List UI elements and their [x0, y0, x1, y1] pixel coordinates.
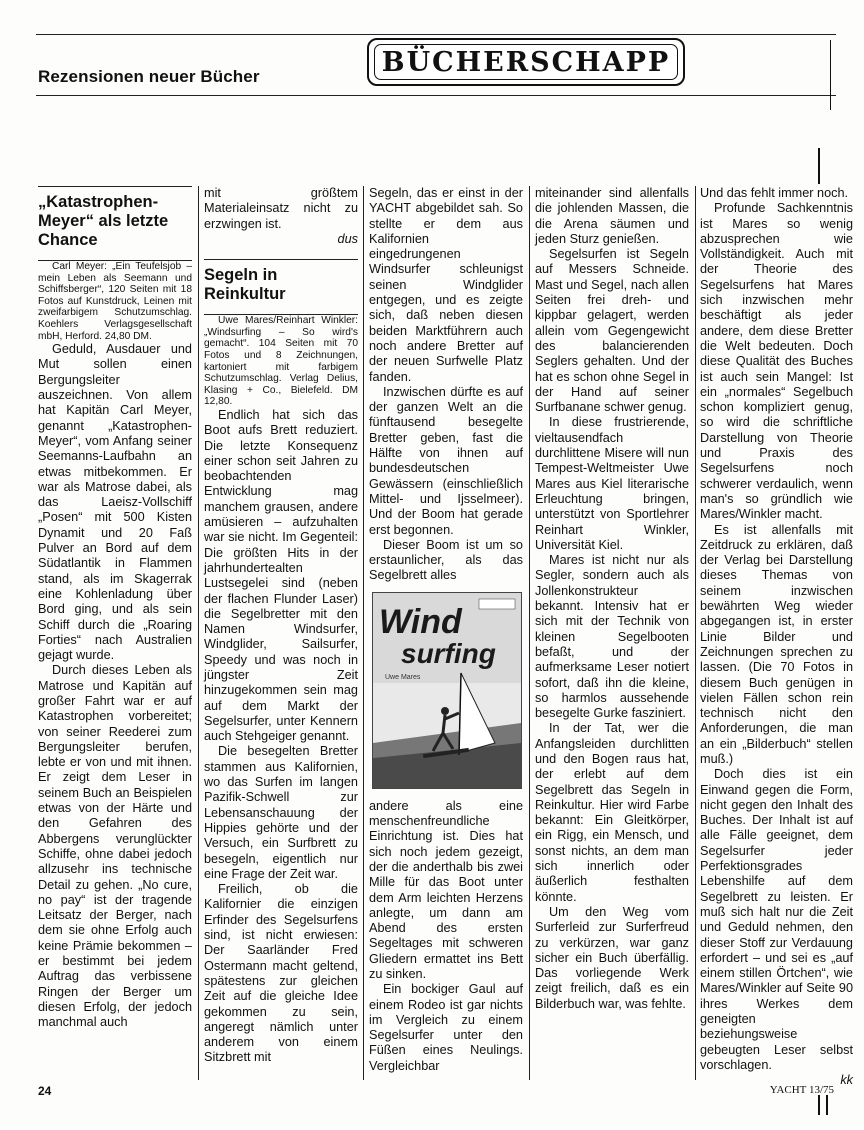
review2-book-meta: Uwe Mares/Reinhart Winkler: „Windsurfing – So wird's gemacht“. 104 Seiten mit 70 Fotos und 8 Zeichnungen, kartoniert mit farbigem Schutzumschlag. Verlag Delius, Klasing + Co., Bielefeld. DM 12,80.: [204, 315, 358, 408]
column-separator: [363, 186, 364, 1080]
review1-continuation: mit größtem Materialeinsatz nicht zu erzwingen ist.: [204, 186, 358, 231]
review2-headline: Segeln in Reinkultur: [204, 266, 286, 304]
headline-rule: [38, 186, 192, 187]
column-separator: [198, 186, 199, 1080]
margin-mark: [818, 148, 820, 184]
review2-paragraph: Segelsurfen ist Segeln auf Messers Schneide. Mast und Segel, nach allen Seiten frei dreh- und kippbar gelagert, werden allein vom Gegengewicht des balancierenden Seglers gehalten. Und der hat es schon ohne Segel in der Hand auf seiner Surfbanane schwer genug.: [535, 247, 689, 415]
review2-paragraph: Segeln, das er einst in der YACHT abgebildet sah. So stellte er dem aus Kalifornien eingedrungenen Windsurfer schleunigst seinen Windglider entgegen, und es zeigte sich, daß neben diesen beiden Marktführern auch noch andere Bretter auf der neuen Surfwelle Platz fanden.: [369, 186, 523, 384]
top-rule: [36, 34, 836, 35]
review2-paragraph: Ein bockiger Gaul auf einem Rodeo ist gar nichts im Vergleich zu einem Segelsurfer unter den Füßen eines Neulings. Vergleichbar: [369, 982, 523, 1073]
review2-paragraph: Es ist allenfalls mit Zeitdruck zu erklären, daß der Verlag bei Darstellung dieses Themas von seinem inzwischen bewährten Weg wieder abgegangen ist, in erster Linie Bilder und Zeichnungen sprechen zu lassen. (Die 70 Fotos in diesem Buch genügen in vielen Fällen schon rein technisch nicht den Anforderungen, die man an ein „Bilderbuch“ stellen muß.): [700, 522, 853, 766]
book-cover-drawing: [373, 593, 521, 788]
cover-title-line2: surfing: [401, 637, 496, 669]
margin-mark: [826, 1095, 828, 1115]
review2-paragraph: miteinander sind allenfalls die johlenden Massen, die die Arena säumen und jeden Sturz genießen.: [535, 186, 689, 246]
column-4: [535, 186, 689, 1080]
review2-paragraph: Mares ist nicht nur als Segler, sondern auch als Jollenkonstrukteur bekannt. Intensiv hat er sich mit der Technik von kleinen Segelbooten befaßt, und der aufmerksame Leser notiert sofort, daß ihn die kleine, so harmlos aussehende besegelte Gurke fasziniert.: [535, 553, 689, 721]
review1-headline: „Katastrophen-Meyer“ als letzte Chance: [38, 193, 169, 249]
review2-paragraph: Profunde Sachkenntnis ist Mares so wenig abzusprechen wie Vollständigkeit. Auch mit der Theorie des Segelsurfens hat Mares sich inzwischen mehr beschäftigt als jeder andere, dem diese Bretter die Welt bedeuten. Doch diese Qualität des Buches ist auch sein Mangel: Ist ein „normales“ Segelbuch schon kompliziert genug, so wird die schriftliche Darstellung von Theorie und Praxis des Segelsurfens noch schwerer verdaulich, wenn man's so gründlich wie Mares/Winkler macht.: [700, 201, 853, 522]
review2-paragraph: Um den Weg vom Surferleid zur Surferfreud zu verkürzen, war ganz sicher ein Buch überfällig. Das vorliegende Werk zeigt freilich, daß es ein Bilderbuch war, was fehlte.: [535, 904, 689, 1011]
section-title: Rezensionen neuer Bücher: [38, 67, 260, 86]
review1-paragraph: Durch dieses Leben als Matrose und Kapitän auf großer Fahrt war er auf Katastrophen vorbereitet; von seiner Reederei zum Bergungsleiter berufen, lebte er von und mit ihnen. Er zeigt dem Leser in seinem Buch an Beispielen etwas von der Härte und den Gefahren des Abbergens verunglückter Schiffe, ohne dabei jedoch allzusehr ins technische Detail zu gehen. „No cure, no pay“ ist der tragende Leitsatz der Berger, nach dem sie ohne Erfolg auch keine Prämie bekommen – er bestimmt bei jedem Auftrag das verbissene Ringen der Berger um diesen Erfolg, der jedoch manchmal auch: [38, 663, 192, 1030]
logo-text: BÜCHERSCHAPP: [381, 46, 671, 78]
issue-label: YACHT 13/75: [769, 1084, 834, 1096]
headline-rule: [204, 259, 358, 260]
review2-paragraph: andere als eine menschenfreundliche Einrichtung ist. Dies hat sich noch jedem gezeigt, der die anderthalb bis zwei Mille für das Boot unter dem Arm leichten Herzens anlegte, um dann am Abend des ersten Segeltages mit schweren Gliedern ermattet ins Bett zu sinken.: [369, 798, 523, 981]
column-5: [700, 186, 853, 1088]
review2-paragraph: In diese frustrierende, vieltausendfach durchlittene Misere will nun Tempest-Weltmeister Uwe Mares aus Kiel literarische Erleuchtung bringen, unterstützt von Sportlehrer Reinhart Winkler, Universität Kiel.: [535, 415, 689, 552]
review2-paragraph: Und das fehlt immer noch.: [700, 186, 849, 200]
column-3: [369, 186, 523, 1080]
cover-title-line1: Wind: [379, 602, 462, 641]
review1-book-meta: Carl Meyer: „Ein Teufelsjob – mein Leben als Seemann und Schiffsberger“, 120 Seiten mit 18 Fotos auf Kunstdruck, Leinen mit zweifarbigem Schutzumschlag. Koehlers Verlagsgesellschaft mbH, Herford. 24,80 DM.: [38, 261, 192, 342]
review1-signature: dus: [337, 231, 358, 246]
page-number: 24: [38, 1084, 52, 1098]
review2-paragraph: Dieser Boom ist um so erstaunlicher, als das Segelbrett alles: [369, 537, 523, 583]
column-separator: [695, 186, 696, 1080]
header-rule: [36, 95, 836, 96]
buecherschapp-logo: [367, 38, 685, 86]
review2-paragraph: Endlich hat sich das Boot aufs Brett reduziert. Die letzte Konsequenz einer schon seit Jahren zu beobachtenden Entwicklung mag manchem grausen, andere amüsieren – aufzuhalten war sie nicht. Im Gegenteil: Die größten Hits in der jahrhundertealten Lustsegelei sind (neben der flachen Flunder Laser) die Segelbretter mit den Namen Windsurfer, Windglider, Sailsurfer, Speedy und was noch in jüngster Zeit hinzugekommen sein mag auf dem Markt der Segelsurfer, unter Kennern auch Stehgeiger genannt.: [204, 407, 358, 744]
margin-mark: [818, 1095, 820, 1115]
book-cover-image: [372, 592, 522, 789]
review2-paragraph: Die besegelten Bretter stammen aus Kalifornien, wo das Surfen im langen Pazifik-Schwell zur Lebensanschauung der Hippies gehörte und der Versuch, ein Surfbrett zu besegeln, eigentlich nur eine Frage der Zeit war.: [204, 744, 358, 881]
review2-paragraph: In der Tat, wer die Anfangsleiden durchlitten und den Bogen raus hat, der erlebt auf dem Segelbrett das Segeln in Reinkultur. Hier wird Farbe bekannt: Ein Gleitkörper, ein Rigg, ein Mensch, und sonst nichts, an dem man sich innerlich oder äußerlich festhalten könnte.: [535, 721, 689, 904]
margin-mark: [830, 40, 831, 110]
review2-signature: kk: [840, 1073, 853, 1088]
column-2: [204, 186, 358, 1080]
column-1: [38, 186, 192, 1080]
review1-paragraph: Geduld, Ausdauer und Mut sollen einen Bergungsleiter auszeichnen. Von allem hat Kapitän Carl Meyer, genannt „Katastrophen-Meyer“, vom Anfang seiner Seemanns-Laufbahn an etwas mitbekommen. Er war als Matrose dabei, als das Laeisz-Vollschiff „Posen“ mit 500 Kisten Dynamit und 20 Faß Pulver an Bord auf dem Südatlantik in Flammen stand, als im Skagerrak eine Kohlenladung über Bord ging, und als sein Schiff durch die „Roaring Forties“ nach Australien gejagt wurde.: [38, 342, 192, 663]
cover-author: Uwe Mares: [385, 673, 421, 681]
review2-paragraph: Freilich, ob die Kalifornier die einzigen Erfinder des Segelsurfens sind, ist nicht erwiesen: Der Saarländer Fred Ostermann macht geltend, spätestens zur gleichen Zeit auf die gleiche Idee gekommen zu sein, angeregt nämlich unter anderem von einem Sitzbrett mit: [204, 882, 358, 1065]
column-separator: [529, 186, 530, 1080]
review2-paragraph: Doch dies ist ein Einwand gegen die Form, nicht gegen den Inhalt des Buches. Der Inhalt ist auf alle Fälle geeignet, dem Segelsurfer jeder Perfektionsgrades Lebenshilfe auf dem Segelbrett zu leisten. Er muß sich halt nur die Zeit und Geduld nehmen, den dieser Stoff zur Verdauung erfordert – und sei es „auf einem stillen Örtchen“, wie Mares/Winkler auf Seite 90 ihres Werkes dem geneigten beziehungsweise gebeugten Leser selbst vorschlagen.: [700, 767, 853, 1072]
review2-paragraph: Inzwischen dürfte es auf der ganzen Welt an die fünftausend besegelte Bretter geben, fast die Hälfte von ihnen auf bundesdeutschen Gewässern (einschließlich Mittel- und Ijsselmeer). Und der Boom hat gerade erst begonnen.: [369, 384, 523, 537]
